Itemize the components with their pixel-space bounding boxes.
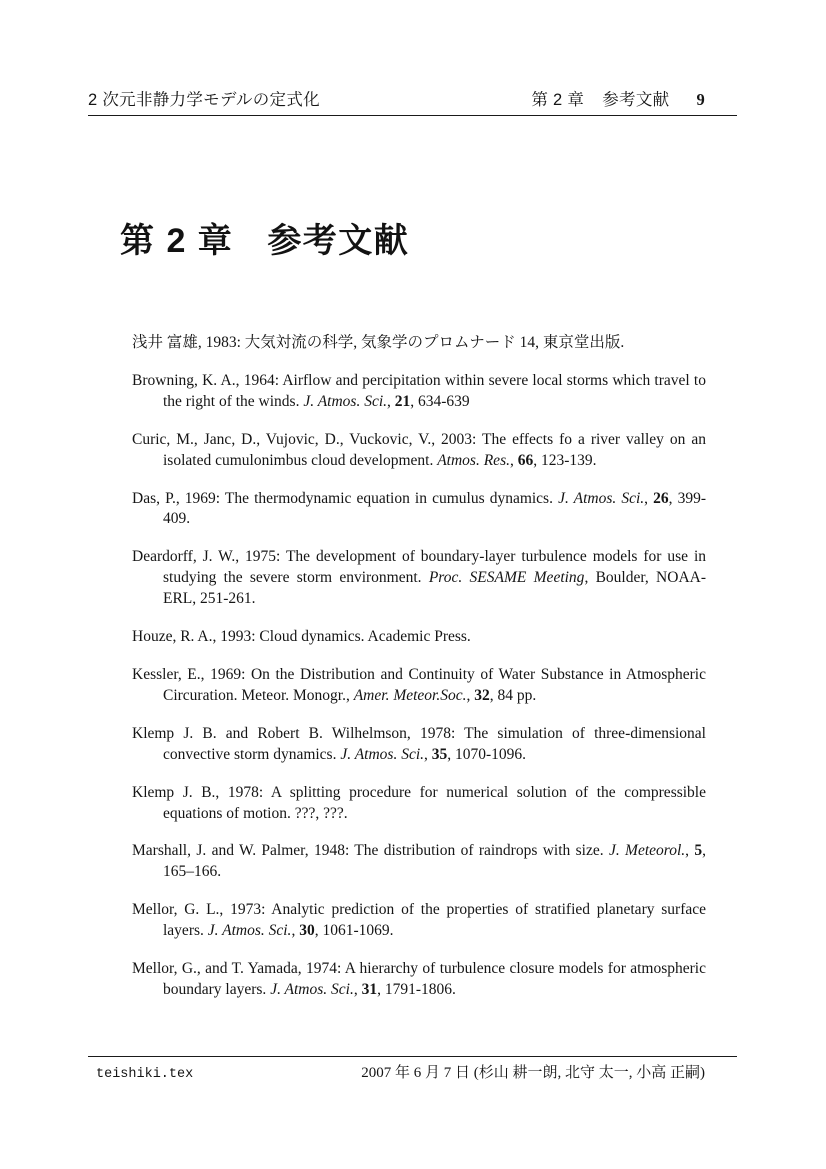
reference-entry [132, 841, 706, 883]
reference-entry [132, 430, 706, 472]
reference-text-segment: J. Atmos. Sci. [270, 980, 354, 998]
reference-text-segment: , [644, 489, 654, 507]
reference-text-segment: , 399-409. [163, 489, 706, 528]
reference-text-segment: Proc. SESAME Meeting [428, 569, 585, 587]
reference-text-segment: 30 [299, 922, 315, 940]
reference-text-segment: , 1070-1096. [447, 745, 527, 763]
reference-text-segment: Das, P., 1969: The thermodynamic equation in cumulus dynamics. [132, 489, 559, 507]
reference-text-segment: 66 [517, 451, 534, 469]
reference-text-segment: J. Atmos. Sci. [558, 489, 645, 507]
reference-text-segment: Mellor, G., and T. Yamada, 1974: A hierarchy of turbulence closure models for atmospheric boundary layers. [132, 960, 706, 998]
reference-text-segment: J. Meteorol. [608, 842, 686, 860]
reference-text-segment: 32 [474, 686, 490, 704]
reference-text-segment: Deardorff, J. W., 1975: The development of boundary-layer turbulence models for use in studying the severe storm environment. [132, 548, 706, 587]
reference-entry [132, 783, 706, 825]
reference-text-segment: , 1791-1806. [377, 980, 456, 998]
header-chapter-title: 参考文献 [602, 91, 670, 109]
reference-text-segment: Marshall, J. and W. Palmer, 1948: The distribution of raindrops with size. [132, 842, 609, 860]
reference-text-segment: , 165–166. [163, 842, 706, 881]
reference-text-segment: , 84 pp. [489, 686, 537, 704]
reference-text-segment: 21 [394, 392, 411, 410]
reference-text-segment: Atmos. Res. [437, 451, 510, 469]
chapter-title: 参考文献 [267, 222, 410, 260]
reference-text-segment: , [685, 842, 695, 860]
reference-text-segment: 浅井 富雄, 1983: 大気対流の科学, 気象学のプロムナード 14, 東京堂出版. [132, 334, 625, 351]
reference-text-segment: , [387, 392, 395, 410]
page-number: 9 [696, 90, 705, 109]
chapter-heading [120, 213, 409, 262]
reference-text-segment: Klemp J. B., 1978: A splitting procedure for numerical solution of the compressible equations of motion. ???, ???. [132, 783, 706, 822]
header-chapter-info [531, 86, 737, 110]
reference-text-segment: 5 [694, 842, 703, 860]
reference-entry [132, 665, 706, 707]
reference-entry [132, 627, 706, 648]
reference-entry [132, 371, 706, 413]
reference-text-segment: J. Atmos. Sci. [303, 392, 388, 410]
reference-text-segment: Houze, R. A., 1993: Cloud dynamics. Academic Press. [132, 628, 471, 646]
reference-text-segment: , [424, 745, 432, 763]
reference-entry [132, 489, 706, 531]
reference-text-segment: 35 [431, 745, 448, 763]
reference-text-segment: , [291, 922, 300, 940]
footer-date-authors: 2007 年 6 月 7 日 (杉山 耕一朗, 北守 太一, 小高 正嗣) [361, 1065, 705, 1081]
reference-text-segment: , [466, 686, 475, 704]
reference-text-segment: Kessler, E., 1969: On the Distribution and Continuity of Water Substance in Atmospheric Circuration. Meteor. Monogr., [132, 665, 706, 704]
page-footer [88, 1061, 737, 1082]
reference-entry [132, 547, 706, 610]
reference-text-segment: Curic, M., Janc, D., Vujovic, D., Vuckovic, V., 2003: The effects fo a river valley on an isolated cumulonimbus cloud development. [132, 430, 706, 469]
reference-text-segment: , 123-139. [533, 451, 597, 469]
reference-text-segment: Amer. Meteor.Soc. [353, 686, 467, 704]
header-chapter-label: 第 2 章 [531, 91, 585, 109]
references-list [132, 333, 706, 1018]
reference-text-segment: Mellor, G. L., 1973: Analytic prediction of the properties of stratified planetary surface layers. [132, 901, 706, 940]
reference-text-segment: Browning, K. A., 1964: Airflow and percipitation within severe local storms which travel to the right of the winds. [132, 371, 706, 410]
header-running-title: 2 次元非静力学モデルの定式化 [88, 91, 320, 109]
reference-text-segment: , [353, 980, 362, 998]
chapter-number-label: 第 2 章 [120, 222, 234, 260]
reference-text-segment: Klemp J. B. and Robert B. Wilhelmson, 1978: The simulation of three-dimensional convective storm dynamics. [132, 724, 706, 763]
reference-text-segment: , 634-639 [410, 392, 470, 410]
reference-text-segment: J. Atmos. Sci. [340, 745, 425, 763]
reference-entry [132, 900, 706, 942]
footer-filename: teishiki.tex [96, 1067, 194, 1082]
reference-text-segment: , Boulder, NOAA-ERL, 251-261. [163, 569, 706, 608]
reference-entry [132, 333, 706, 354]
reference-text-segment: 31 [361, 980, 378, 998]
reference-text-segment: , 1061-1069. [314, 922, 394, 940]
reference-text-segment: , [509, 451, 518, 469]
reference-text-segment: J. Atmos. Sci. [207, 922, 292, 940]
footer-rule [88, 1051, 737, 1057]
reference-text-segment: 26 [653, 489, 669, 507]
reference-entry [132, 724, 706, 766]
page-header [88, 86, 737, 116]
reference-entry [132, 959, 706, 1001]
